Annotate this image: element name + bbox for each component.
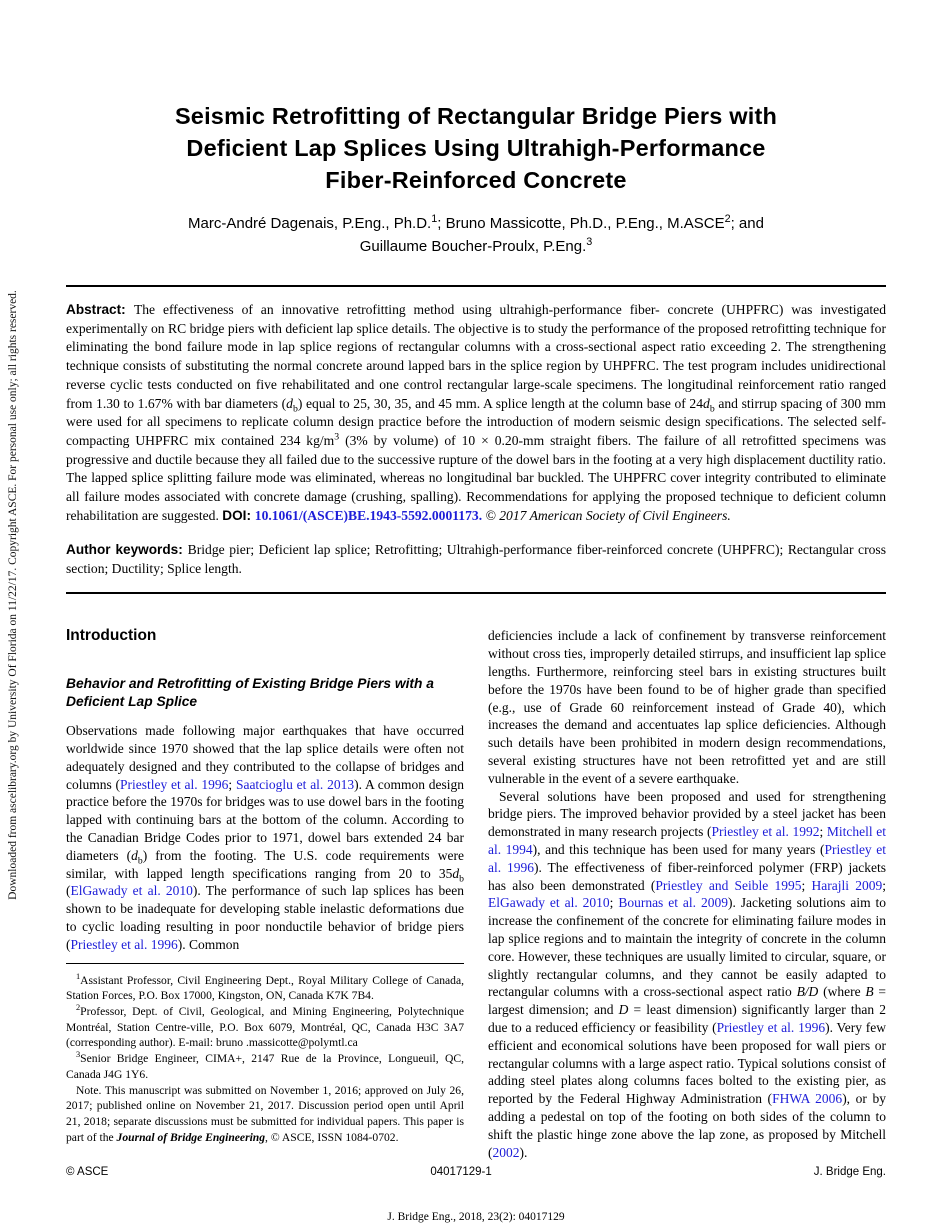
text-segment: ), and this technique has been used for many years (: [532, 842, 825, 857]
citation-link[interactable]: FHWA 2006: [772, 1091, 843, 1107]
text-segment: 2: [724, 213, 731, 225]
text-segment: d: [286, 395, 293, 411]
citation-link[interactable]: Priestley and Seible 1995: [655, 877, 802, 893]
text-segment: Observations made following major earthquakes that have occurred worldwide since 1970 showed that the lap splice details were often not adequately designed and they contributed to the collapse of bridges and columns (: [66, 723, 464, 792]
footnote-block: [66, 963, 464, 1146]
text-segment: = least dimension) significantly larger than 2 due to a reduced efficiency or feasibility (: [488, 1002, 886, 1035]
citation-link[interactable]: Bournas et al. 2009: [618, 895, 728, 911]
text-segment: , © ASCE, ISSN 1084-0702.: [265, 1130, 399, 1144]
text-segment: b: [709, 403, 715, 415]
text-segment: Professor, Dept. of Civil, Geological, and Mining Engineering, Polytechnique Montréal, Station Centre-ville, P.O. Box 6079, Montréal, QC, Canada H3C 3A7 (corresponding author). E-mail: bruno .massicotte@polymtl.ca: [66, 1005, 464, 1050]
author-byline: [66, 212, 886, 258]
text-segment: ;: [801, 877, 812, 893]
text-segment: Guillaume Boucher-Proulx, P.Eng.: [359, 238, 587, 255]
text-segment: ). Very few efficient and economical solutions have been proposed for wall piers or rectangular columns with a large aspect ratio. Typical solutions consist of adding steel plates along columns faces bolted to the existing pier, as reported by the Federal Highway Administration (: [488, 1019, 886, 1107]
text-segment: 3: [334, 431, 340, 443]
text-segment: Assistant Professor, Civil Engineering Dept., Royal Military College of Canada, Station Forces, P.O. Box 17000, Kingston, ON, Canada K7K 7B4.: [66, 973, 464, 1003]
citation-link[interactable]: Priestley et al. 1992: [711, 824, 820, 840]
text-segment: ). A common design practice before the 1970s for bridges was to use dowel bars in the footing lapped with continuing bars at the bottom of the column. According to the Canadian Bridge Codes prior to 1971, dowel bars extended 24 bar diameters (: [66, 776, 464, 863]
page-footer: [66, 1166, 886, 1178]
text-segment: DOI:: [222, 507, 255, 523]
text-segment: (where: [818, 984, 866, 1000]
text-segment: ). Jacketing solutions aim to increase the confinement of the concrete for eliminating failure modes in lap splice regions and to maintain the integrity of concrete in the column core. However, these techniques are usually limited to circular, square, or slightly rectangular columns, and they cannot be easily adapted to rectangular columns with a cross-sectional aspect ratio: [488, 895, 887, 1000]
text-segment: Author keywords:: [66, 542, 188, 558]
text-segment: and stirrup spacing of 300 mm were used for all specimens to replicate column design practice before the introduction of modern seismic design specifications. The selected self-compacting UHPFRC mix contained 234 kg/m: [66, 395, 886, 448]
author-byline-line-1: [66, 212, 886, 235]
citation-footer-line: J. Bridge Eng., 2018, 23(2): 04017129: [387, 1211, 565, 1223]
text-segment: ). The effectiveness of fiber-reinforced polymer (FRP) jackets has also been demonstrated (: [488, 859, 886, 893]
text-segment: 3: [76, 1050, 81, 1060]
text-segment: (3% by volume) of 10 × 0.20-mm straight fibers. The failure of all retrofitted specimens was progressive and ductile because they all failed due to the successive rupture of the dowel bars in the footing at a very high displacement ductility ratio. The lapped splice splitting failure mode was eliminated, whereas no longitudinal bar buckled. The UHPFRC cover integrity contributed to eliminate all failure modes associated with concrete damage (crushing, spalling). Recommendations for applying the proposed technique to deficient column rehabilitation are suggested.: [66, 432, 886, 523]
text-segment: Journal of Bridge Engineering: [116, 1130, 266, 1144]
footnote-affiliation-1: [66, 973, 464, 1004]
citation-link[interactable]: Priestley et al. 1996: [70, 936, 178, 952]
paper-title-line-3: Fiber-Reinforced Concrete: [325, 167, 627, 193]
footnote-affiliation-2: [66, 1004, 464, 1051]
text-segment: ; Bruno Massicotte, Ph.D., P.Eng., M.ASCE: [437, 215, 725, 232]
text-segment: Senior Bridge Engineer, CIMA+, 2147 Rue de la Province, Longueuil, QC, Canada J4G 1Y6.: [66, 1052, 464, 1081]
body-paragraph: [488, 627, 886, 787]
text-segment: 2: [76, 1003, 81, 1013]
text-segment: b: [459, 873, 464, 885]
two-column-body: [66, 612, 886, 1161]
author-keywords: [66, 541, 886, 578]
text-segment: b: [292, 403, 298, 415]
text-segment: 1: [76, 971, 81, 981]
text-segment: b: [137, 855, 143, 867]
text-segment: 3: [586, 236, 593, 248]
citation-link[interactable]: ElGawady et al. 2010: [488, 895, 610, 911]
citation-link[interactable]: Saatcioglu et al. 2013: [235, 776, 355, 792]
paper-title: [66, 100, 886, 196]
text-segment: ;: [228, 776, 236, 792]
text-segment: B/D: [796, 984, 819, 1000]
left-column: [66, 612, 464, 1161]
body-paragraph: [488, 788, 886, 1162]
text-segment: Several solutions have been proposed and used for strengthening bridge piers. The improved behavior provided by a steel jacket has been demonstrated in many research projects (: [488, 788, 886, 840]
text-segment: ). Common: [177, 936, 240, 952]
citation-link[interactable]: Harajli 2009: [811, 877, 883, 893]
citation-link[interactable]: Mitchell et al. 1994: [488, 824, 886, 857]
text-segment: Abstract:: [66, 302, 134, 317]
text-segment: Bridge pier; Deficient lap splice; Retrofitting; Ultrahigh-performance fiber-reinforced concrete (UHPFRC); Rectangular cross section; Ductility; Splice length.: [66, 542, 886, 577]
text-segment: ) equal to 25, 30, 35, and 45 mm. A splice length at the column base of 24: [297, 395, 704, 411]
text-segment: ;: [819, 824, 827, 840]
doi-link[interactable]: 10.1061/(ASCE)BE.1943-5592.0001173.: [254, 507, 483, 523]
text-segment: deficiencies include a lack of confinement by transverse reinforcement without cross ties, improperly detailed stirrups, and insufficient lap splice lengths. Furthermore, reinforcing steel bars in existing structures built before the 1970s have been found to be of higher grade than specified (e.g., use of Grade 60 reinforcement instead of Grade 40), which increases the demand and accentuates lap splice deficiencies. Although such details have been prohibited in modern design recommendations, several existing structures have not been retrofitted yet and are still vulnerable in the event of a severe earthquake.: [488, 628, 886, 786]
text-segment: Note. This manuscript was submitted on November 1, 2016; approved on July 26, 2017; published online on November 21, 2017. Discussion period open until April 21, 2018; separate discussions must be submitted for individual papers. This paper is part of the: [66, 1083, 464, 1144]
text-segment: ). The performance of such lap splices has been shown to be inadequate for developing stable inelastic deformations due to cyclic loading resulting in poor nonductile behavior of bridge piers (: [66, 883, 464, 952]
paper-title-line-1: Seismic Retrofitting of Rectangular Bridge Piers with: [174, 103, 778, 129]
subsection-heading-behavior: Behavior and Retrofitting of Existing Bridge Piers with a Deficient Lap Splice: [66, 676, 434, 709]
citation-link[interactable]: Priestley et al. 1996: [716, 1019, 826, 1035]
right-column: [488, 612, 886, 1161]
citation-link[interactable]: 2002: [492, 1144, 520, 1160]
text-segment: 1: [431, 213, 438, 225]
text-segment: d: [452, 865, 460, 881]
footer-copyright: © ASCE: [66, 1166, 109, 1178]
body-paragraph: [66, 722, 464, 953]
text-segment: Marc-André Dagenais, P.Eng., Ph.D.: [188, 215, 432, 232]
text-segment: D: [618, 1002, 629, 1018]
keywords-bottom-rule: [66, 592, 886, 594]
section-heading-introduction: Introduction: [66, 627, 157, 645]
citation-link[interactable]: ElGawady et al. 2010: [70, 883, 193, 899]
abstract-top-rule: [66, 285, 886, 287]
footnote-manuscript-note: [66, 1083, 464, 1146]
text-segment: ;: [882, 877, 886, 893]
text-segment: (: [66, 883, 71, 899]
text-segment: d: [131, 847, 138, 863]
footer-journal-name: J. Bridge Eng.: [813, 1166, 886, 1178]
text-segment: © 2017 American Society of Civil Engineers.: [482, 507, 731, 523]
text-segment: ) from the footing. The U.S. code requirements were similar, with lapped length specifications ranging from 20 to 35: [66, 847, 464, 881]
text-segment: ), or by adding a pedestal on top of the footing on both sides of the column to shift the plastic hinge zone above the lap zone, as proposed by Mitchell (: [488, 1091, 887, 1160]
text-segment: ; and: [730, 215, 764, 232]
text-segment: ;: [609, 895, 619, 911]
citation-link[interactable]: Priestley et al. 1996: [488, 842, 886, 875]
citation-link[interactable]: Priestley et al. 1996: [120, 776, 229, 792]
text-segment: = largest dimension; and: [488, 984, 886, 1018]
abstract-paragraph: [66, 301, 886, 525]
footnote-affiliation-3: [66, 1051, 464, 1082]
text-segment: B: [865, 984, 874, 1000]
text-segment: The effectiveness of an innovative retrofitting method using ultrahigh-performance fiber- concrete (UHPFRC) was investigated experimentally on RC bridge piers with deficient lap splice details. The objective is to study the performance of the proposed retrofitting technique for eliminating the bond failure mode in lap splice regions of rectangular columns with a cross-sectional aspect ratio exceeding 2. The strengthening technique consists of substituting the normal concrete around lapped bars in the splice region by UHPFRC. The test program includes unidirectional reverse cyclic tests conducted on five rehabilitated and one control rectangular large-scale specimens. The longitudinal reinforcement ratio ranged from 1.30 to 1.67% with bar diameters (: [66, 302, 886, 411]
footer-page-number: 04017129-1: [430, 1166, 492, 1178]
text-segment: d: [703, 395, 710, 411]
paper-title-line-2: Deficient Lap Splices Using Ultrahigh-Performance: [186, 135, 766, 161]
author-byline-line-2: [66, 235, 886, 258]
text-segment: ).: [519, 1144, 528, 1160]
download-watermark: Downloaded from ascelibrary.org by University Of Florida on 11/22/17. Copyright ASCE. For personal use only; all rights reserved.: [7, 290, 19, 900]
